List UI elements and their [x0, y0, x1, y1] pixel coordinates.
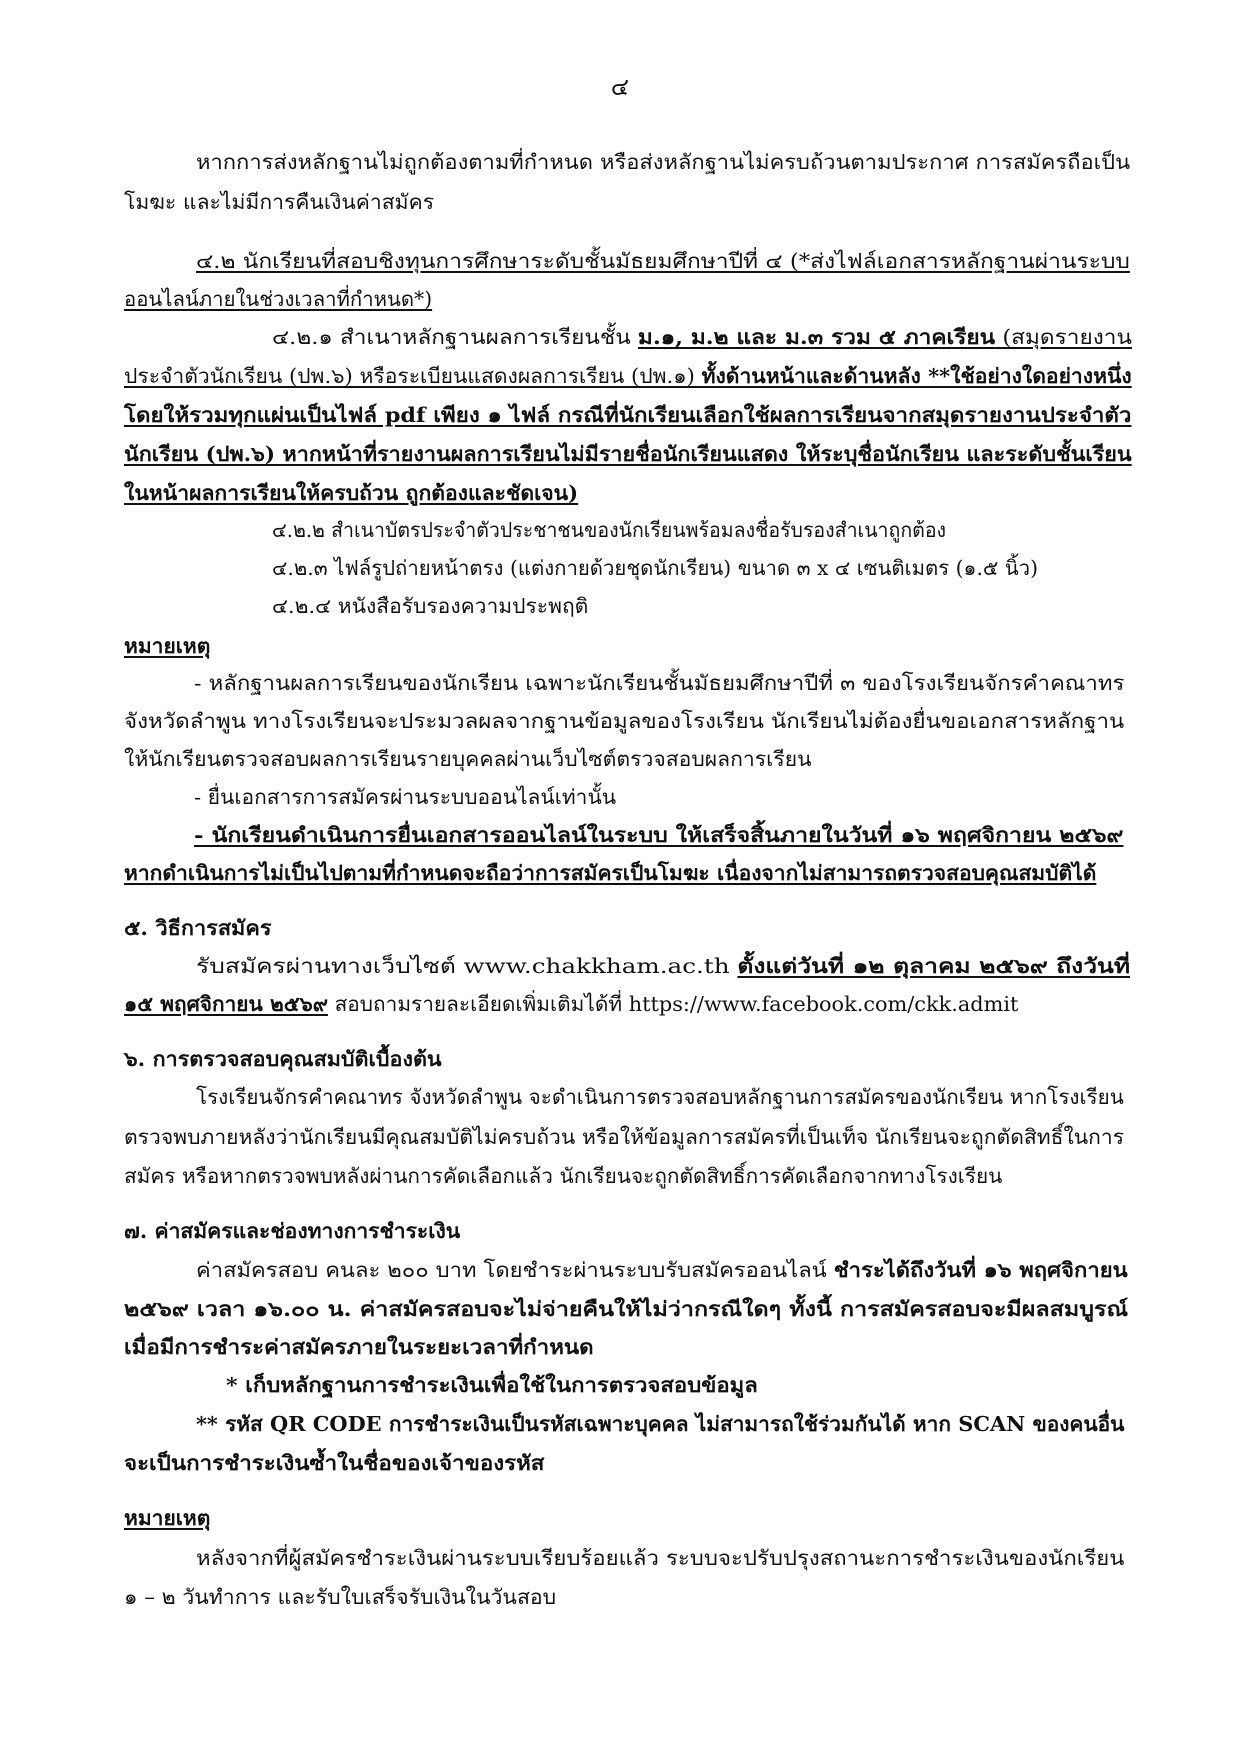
page-number: ๔ — [610, 73, 630, 101]
item-4-2-4: ๔.๒.๔ หนังสือรับรองความประพฤติ — [272, 594, 589, 618]
note-1-bullet-1-line-2: จังหวัดลำพูน ทางโรงเรียนจะประมวลผลจากฐานข้อมูลของโรงเรียน นักเรียนไม่ต้องยื่นขอเอกสารหลักฐาน — [124, 709, 1125, 733]
item-4-2-1-docs: ประจำตัวนักเรียน (ปพ.๖) หรือระเบียนแสดงผลการเรียน (ปพ.๑) — [124, 364, 702, 388]
section-4-2-heading-cont: ออนไลน์ภายในช่วงเวลาที่กำหนด*) — [124, 287, 433, 311]
item-4-2-1-line-1 — [272, 325, 1132, 351]
section-6-heading: ๖. การตรวจสอบคุณสมบัติเบื้องต้น — [124, 1047, 442, 1071]
note-1-bullet-1-line-1: - หลักฐานผลการเรียนของนักเรียน เฉพาะนักเรียนชั้นมัธยมศึกษาปีที่ ๓ ของโรงเรียนจักรคำคณาทร — [194, 671, 1125, 695]
section-7-note-qr-line-1: ** รหัส QR CODE การชำระเงินเป็นรหัสเฉพาะบุคคล ไม่สามารถใช้ร่วมกันได้ หาก SCAN ของคนอื่น — [196, 1412, 1125, 1436]
section-5-contact: สอบถามรายละเอียดเพิ่มเติมได้ที่ https://www.facebook.com/ckk.admit — [327, 992, 1019, 1016]
section-5-heading: ๕. วิธีการสมัคร — [124, 916, 272, 940]
section-7-fee: ค่าสมัครสอบ คนละ ๒๐๐ บาท โดยชำระผ่านระบบรับสมัครออนไลน์ — [196, 1258, 834, 1282]
intro-line-1: หากการส่งหลักฐานไม่ถูกต้องตามที่กำหนด หรือส่งหลักฐานไม่ครบถ้วนตามประกาศ การสมัครถือเป็น — [196, 150, 1131, 174]
note-1-bullet-3-line-1: - นักเรียนดำเนินการยื่นเอกสารออนไลน์ในระบบ ให้เสร็จสิ้นภายในวันที่ ๑๖ พฤศจิกายน ๒๕๖๙ — [194, 823, 1124, 847]
section-6-line-1: โรงเรียนจักรคำคณาทร จังหวัดลำพูน จะดำเนินการตรวจสอบหลักฐานการสมัครของนักเรียน หากโรงเรียน — [196, 1085, 1124, 1109]
note-1-bullet-1-line-3: ให้นักเรียนตรวจสอบผลการเรียนรายบุคคลผ่านเว็บไซต์ตรวจสอบผลการเรียน — [124, 747, 812, 771]
intro-line-2: โมฆะ และไม่มีการคืนเงินค่าสมัคร — [124, 190, 435, 214]
section-7-note-qr-line-2: จะเป็นการชำระเงินซ้ำในชื่อของเจ้าของรหัส — [124, 1451, 545, 1475]
section-5-date-range: ตั้งแต่วันที่ ๑๒ ตุลาคม ๒๕๖๙ ถึงวันที่ — [737, 954, 1131, 978]
section-7-note-receipt: * เก็บหลักฐานการชำระเงินเพื่อใช้ในการตรวจสอบข้อมูล — [226, 1373, 758, 1397]
section-7-line-3: เมื่อมีการชำระค่าสมัครภายในระยะเวลาที่กำหนด — [124, 1335, 594, 1359]
section-5-end-date: ๑๕ พฤศจิกายน ๒๕๖๙ — [124, 992, 328, 1016]
section-7-heading: ๗. ค่าสมัครและช่องทางการชำระเงิน — [124, 1219, 461, 1243]
section-7-line-2 — [124, 1297, 1128, 1323]
item-4-2-1-line-5: ในหน้าผลการเรียนให้ครบถ้วน ถูกต้องและชัดเจน) — [124, 481, 579, 505]
note-1-title: หมายเหตุ — [124, 634, 211, 658]
section-5-line-1 — [196, 954, 1130, 980]
section-5-website-text: รับสมัครผ่านทางเว็บไซต์ www.chakkham.ac.th — [196, 954, 738, 978]
section-4-2-heading: ๔.๒ นักเรียนที่สอบชิงทุนการศึกษาระดับชั้นมัธยมศึกษาปีที่ ๔ (*ส่งไฟล์เอกสารหลักฐานผ่านระบบ — [196, 249, 1130, 273]
item-4-2-1-line-4: นักเรียน (ปพ.๖) หากหน้าที่รายงานผลการเรียนไม่มีรายชื่อนักเรียนแสดง ให้ระบุชื่อนักเรียน และระดับชั้นเรียน — [124, 442, 1132, 466]
section-7-pay-time: ๒๕๖๙ เวลา ๑๖.๐๐ น. — [124, 1297, 352, 1321]
item-4-2-1-both-sides: ทั้งด้านหน้าและด้านหลัง **ใช้อย่างใดอย่างหนึ่ง — [701, 364, 1132, 388]
item-4-2-1-line-3: โดยให้รวมทุกแผ่นเป็นไฟล์ pdf เพียง ๑ ไฟล์ กรณีที่นักเรียนเลือกใช้ผลการเรียนจากสมุดรายงานประจำตัว — [124, 403, 1132, 427]
note-1-bullet-2: - ยื่นเอกสารการสมัครผ่านระบบออนไลน์เท่านั้น — [194, 785, 617, 809]
section-6-line-2: ตรวจพบภายหลังว่านักเรียนมีคุณสมบัติไม่ครบถ้วน หรือให้ข้อมูลการสมัครที่เป็นเท็จ นักเรียนจะถูกตัดสิทธิ์ในการ — [124, 1125, 1125, 1149]
item-4-2-2: ๔.๒.๒ สำเนาบัตรประจำตัวประชาชนของนักเรียนพร้อมลงชื่อรับรองสำเนาถูกต้อง — [272, 518, 947, 542]
note-2-line-1: หลังจากที่ผู้สมัครชำระเงินผ่านระบบเรียบร้อยแล้ว ระบบจะปรับปรุงสถานะการชำระเงินของนักเรียน — [196, 1546, 1125, 1570]
section-5-line-2 — [124, 992, 1018, 1018]
section-7-no-refund: ค่าสมัครสอบจะไม่จ่ายคืนให้ไม่ว่ากรณีใดๆ ทั้งนี้ การสมัครสอบจะมีผลสมบูรณ์ — [351, 1297, 1129, 1321]
section-6-line-3: สมัคร หรือหากตรวจพบหลังผ่านการคัดเลือกแล้ว นักเรียนจะถูกตัดสิทธิ์การคัดเลือกจากทางโรงเรียน — [124, 1164, 1003, 1188]
section-7-line-1 — [196, 1258, 1128, 1284]
item-4-2-1-grades: ม.๑, ม.๒ และ ม.๓ รวม ๕ ภาคเรียน — [637, 325, 996, 349]
item-4-2-3: ๔.๒.๓ ไฟล์รูปถ่ายหน้าตรง (แต่งกายด้วยชุดนักเรียน) ขนาด ๓ x ๔ เซนติเมตร (๑.๕ นิ้ว) — [272, 556, 1039, 580]
section-7-pay-deadline: ชำระได้ถึงวันที่ ๑๖ พฤศจิกายน — [833, 1258, 1128, 1282]
item-4-2-1-tail: (สมุดรายงาน — [995, 325, 1132, 349]
note-1-bullet-3-line-2: หากดำเนินการไม่เป็นไปตามที่กำหนดจะถือว่าการสมัครเป็นโมฆะ เนื่องจากไม่สามารถตรวจสอบคุณสมบัติได้ — [124, 861, 1097, 885]
note-2-title: หมายเหตุ — [124, 1506, 211, 1530]
item-4-2-1-label: ๔.๒.๑ สำเนาหลักฐานผลการเรียนชั้น — [272, 325, 638, 349]
item-4-2-1-line-2 — [124, 364, 1132, 390]
note-2-line-2: ๑ – ๒ วันทำการ และรับใบเสร็จรับเงินในวันสอบ — [124, 1585, 557, 1609]
